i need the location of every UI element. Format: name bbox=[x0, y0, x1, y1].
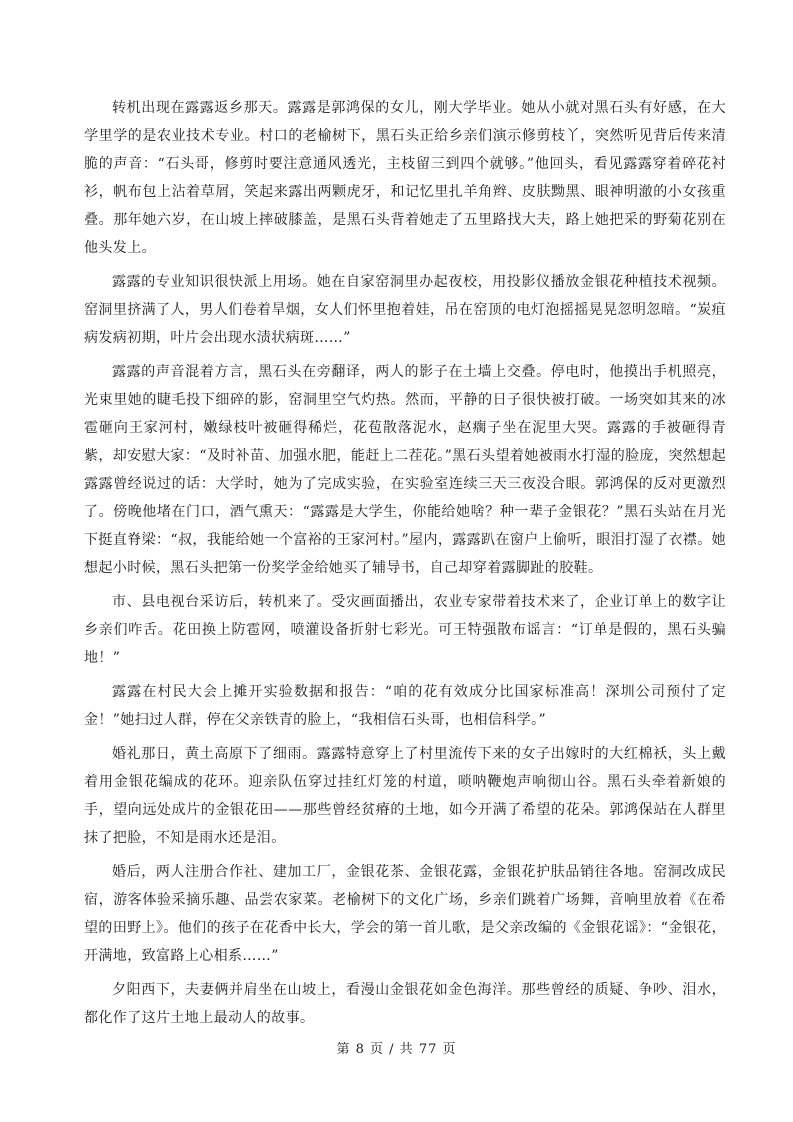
paragraph-8: 夕阳西下，夫妻俩并肩坐在山坡上，看漫山金银花如金色海洋。那些曾经的质疑、争吵、泪水，都化作了这片土地上最动人的故事。 bbox=[84, 982, 726, 1026]
paragraph-5: 露露在村民大会上摊开实验数据和报告：“咱的花有效成分比国家标准高！深圳公司预付了定金！”她扫过人群，停在父亲铁青的脸上，“我相信石头哥，也相信科学。” bbox=[84, 684, 726, 728]
article-body bbox=[84, 94, 726, 1038]
paragraph-1: 转机出现在露露返乡那天。露露是郭鸿保的女儿，刚大学毕业。她从小就对黑石头有好感，在大学里学的是农业技术专业。村口的老榆树下，黑石头正给乡亲们演示修剪枝丫，突然听见背后传来清脆的声音：“石头哥，修剪时要注意通风透光，主枝留三到四个就够。”他回头，看见露露穿着碎花衬衫，帆布包上沾着草屑，笑起来露出两颗虎牙，和记忆里扎羊角辫、皮肤黝黑、眼神明澈的小女孩重叠。那年她六岁，在山坡上摔破膝盖，是黑石头背着她走了五里路找大夫，路上她把采的野菊花别在他头发上。 bbox=[84, 100, 726, 256]
paragraph-6: 婚礼那日，黄土高原下了细雨。露露特意穿上了村里流传下来的女子出嫁时的大红棉袄，头上戴着用金银花编成的花环。迎亲队伍穿过挂红灯笼的村道，唢呐鞭炮声响彻山谷。黑石头牵着新娘的手，望向远处成片的金银花田——那些曾经贫瘠的土地，如今开满了希望的花朵。郭鸿保站在人群里抹了把脸，不知是雨水还是泪。 bbox=[84, 746, 726, 846]
paragraph-2: 露露的专业知识很快派上用场。她在自家窑洞里办起夜校，用投影仪播放金银花种植技术视频。窑洞里挤满了人，男人们卷着旱烟，女人们怀里抱着娃，吊在窑顶的电灯泡摇摇晃晃忽明忽暗。“炭疽病发病初期，叶片会出现水渍状病斑……” bbox=[84, 274, 726, 346]
paragraph-7: 婚后，两人注册合作社、建加工厂，金银花茶、金银花露，金银花护肤品销往各地。窑洞改成民宿，游客体验采摘乐趣、品尝农家菜。老榆树下的文化广场，乡亲们跳着广场舞，音响里放着《在希望的田野上》。他们的孩子在花香中长大，学会的第一首儿歌，是父亲改编的《金银花谣》：“金银花，开满地，致富路上心相系……” bbox=[84, 864, 726, 964]
page-number-footer: 第 8 页 / 共 77 页 bbox=[336, 1042, 457, 1057]
paragraph-3: 露露的声音混着方言，黑石头在旁翻译，两人的影子在土墙上交叠。停电时，他摸出手机照亮，光束里她的睫毛投下细碎的影，窑洞里空气灼热。然而，平静的日子很快被打破。一场突如其来的冰雹砸向王家河村，嫩绿枝叶被砸得稀烂，花苞散落泥水，赵瘸子坐在泥里大哭。露露的手被砸得青紫，却安慰大家：“及时补苗、加强水肥，能赶上二茬花。”黑石头望着她被雨水打湿的脸庞，突然想起露露曾经说过的话：大学时，她为了完成实验，在实验室连续三天三夜没合眼。郭鸿保的反对更激烈了。傍晚他堵在门口，酒气熏天：“露露是大学生，你能给她啥？种一辈子金银花？”黑石头站在月光下挺直脊梁：“叔，我能给她一个富裕的王家河村。”屋内，露露趴在窗户上偷听，眼泪打湿了衣襟。她想起小时候，黑石头把第一份奖学金给她买了辅导书，自己却穿着露脚趾的胶鞋。 bbox=[84, 364, 726, 576]
paragraph-4: 市、县电视台采访后，转机来了。受灾画面播出，农业专家带着技术来了，企业订单上的数字让乡亲们咋舌。花田换上防雹网，喷灌设备折射七彩光。可王特强散布谣言：“订单是假的，黑石头骗地！” bbox=[84, 594, 726, 666]
